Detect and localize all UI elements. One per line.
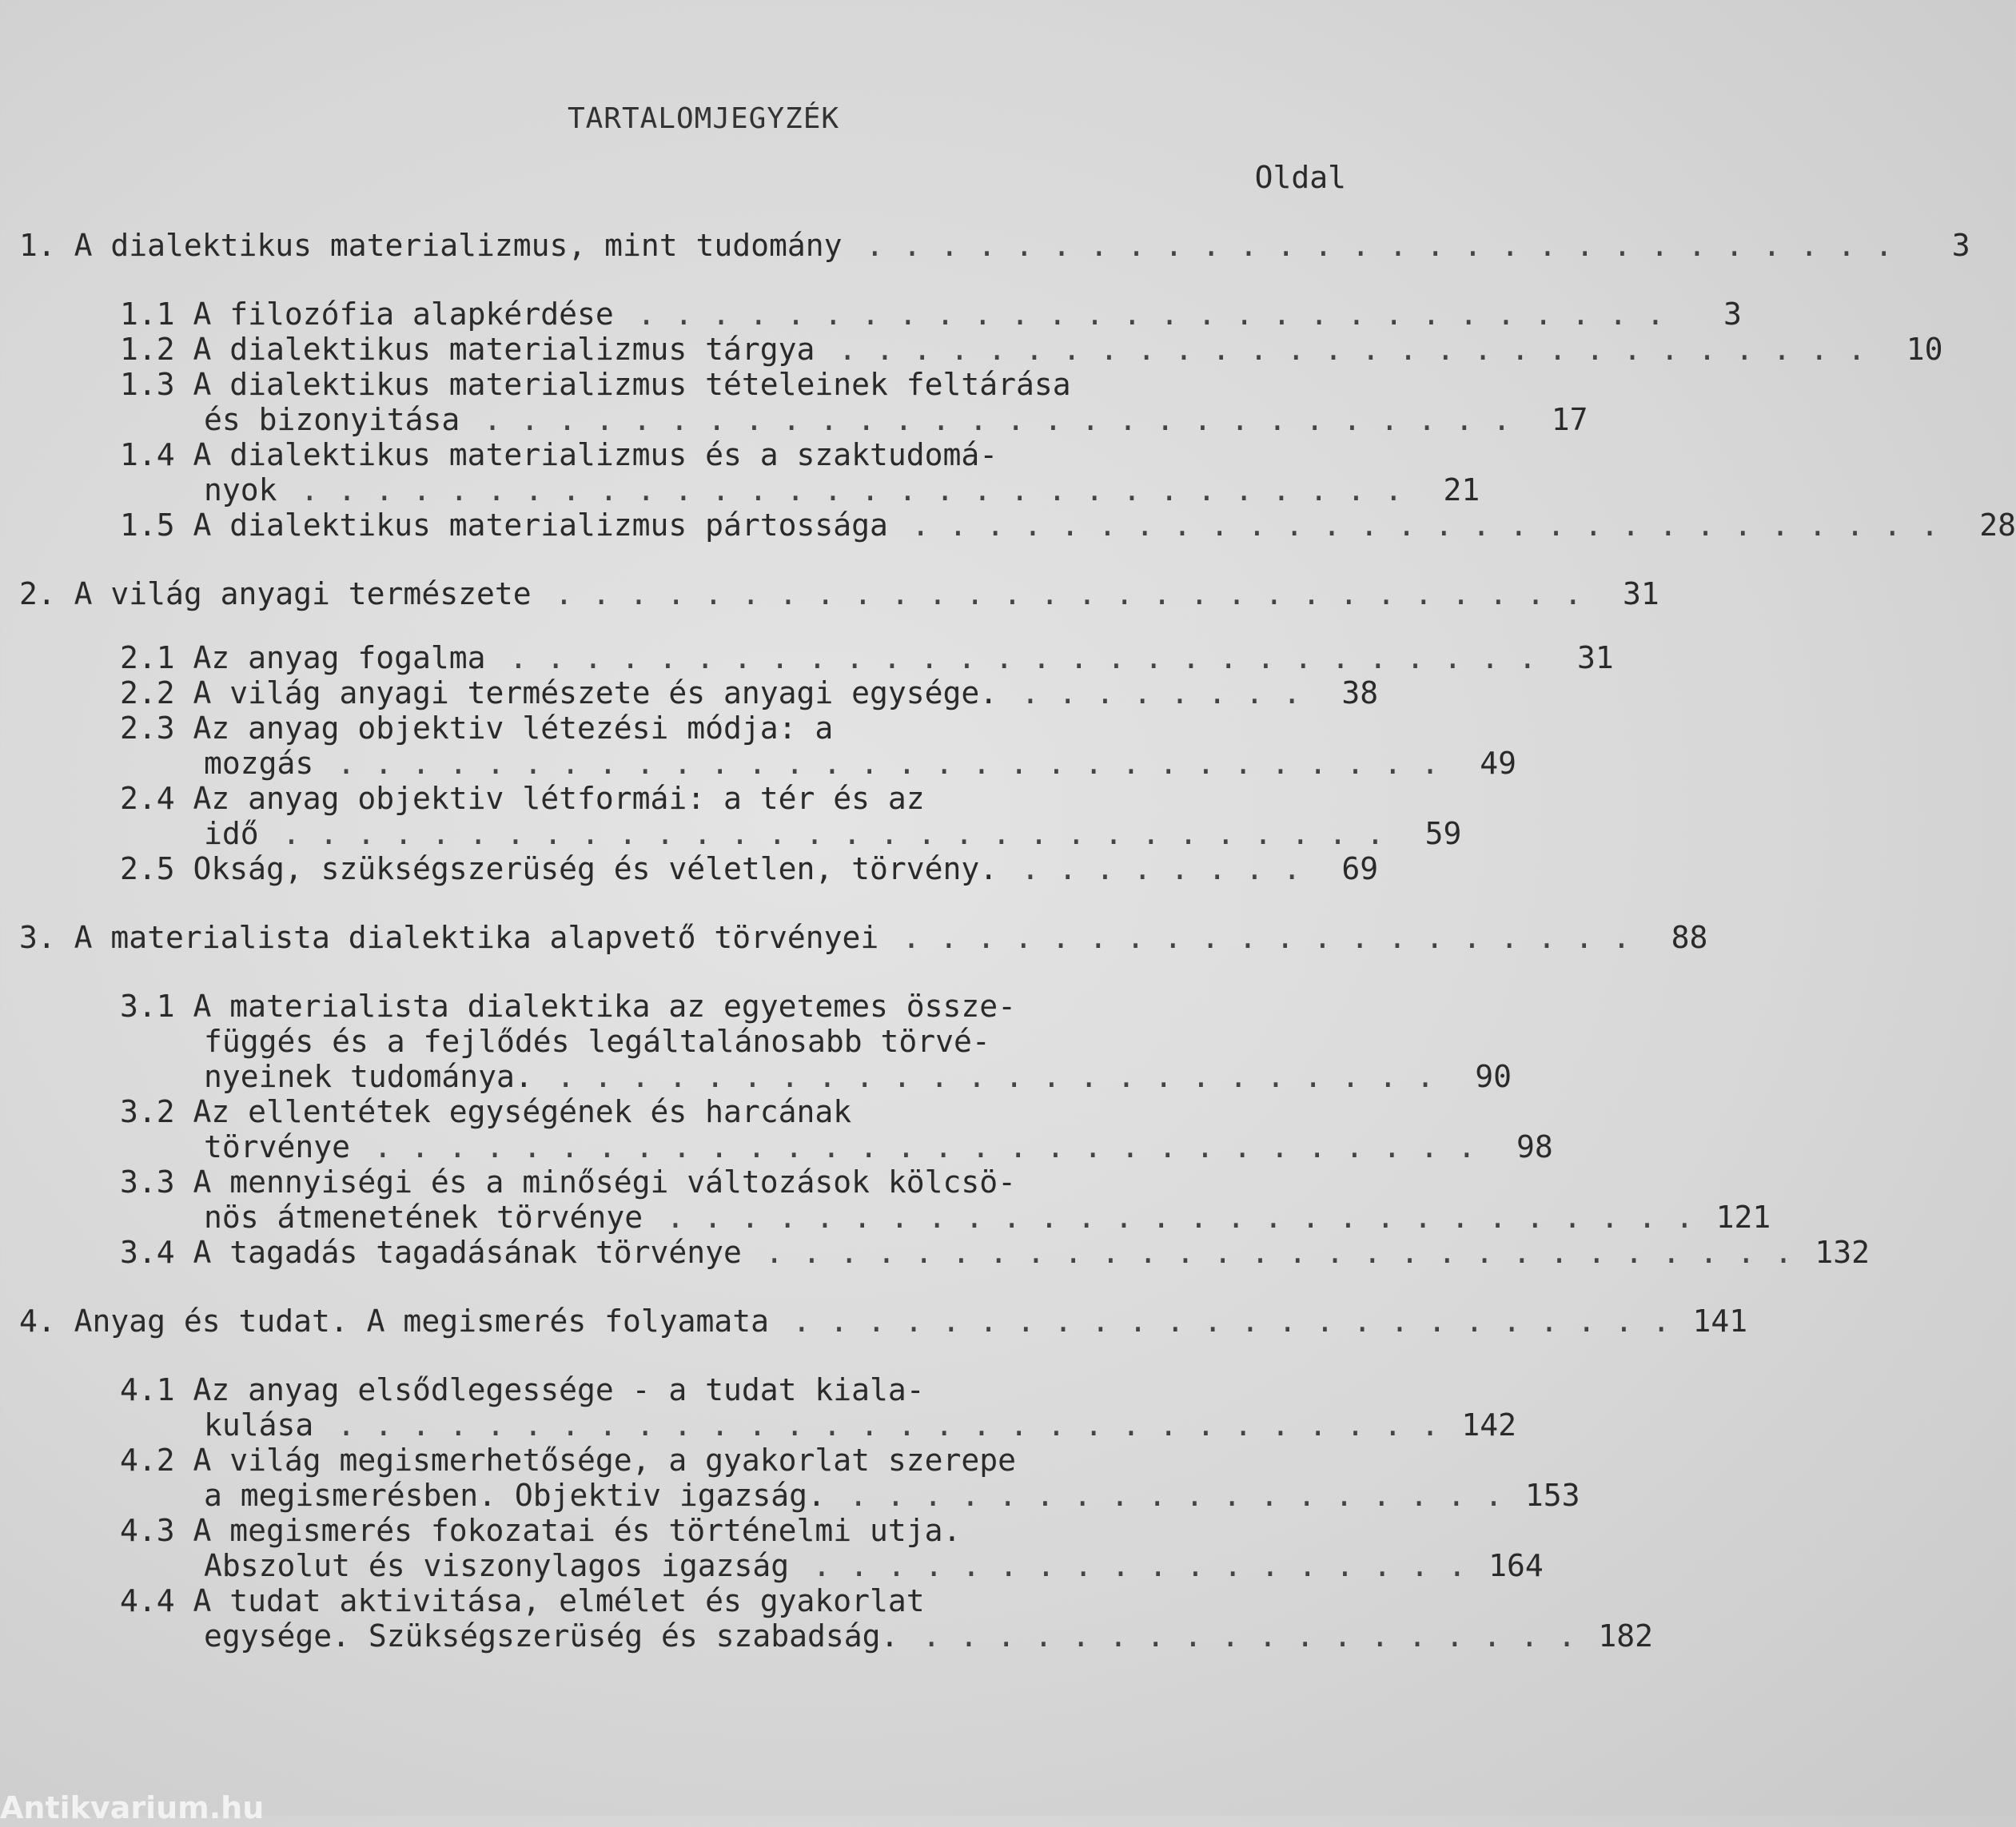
page-number: 21 bbox=[1443, 472, 1480, 508]
toc-entry-1-4: 1.4 A dialektikus materializmus és a szaktudomá- bbox=[120, 437, 998, 472]
toc-entry-1-3-cont: és bizonyitása . . . . . . . . . . . . . . . . . . . . . . . . . . . . 17 bbox=[204, 402, 1588, 437]
toc-entry-2-3-cont: mozgás . . . . . . . . . . . . . . . . . . . . . . . . . . . . . . 49 bbox=[204, 746, 1516, 781]
page-number: 3 bbox=[1723, 297, 1742, 332]
leader-dots: . . . . . . . . . . . . . . . . . . bbox=[903, 1618, 1576, 1654]
toc-entry-3-3-cont: nös átmenetének törvénye . . . . . . . . . . . . . . . . . . . . . . . . . . . . 121 bbox=[204, 1200, 1771, 1235]
toc-entry-2-3: 2.3 Az anyag objektiv létezési módja: a bbox=[120, 710, 834, 746]
page-number: 28 bbox=[1979, 508, 2016, 543]
page-number: 141 bbox=[1692, 1304, 1748, 1339]
leader-dots: . . . . . . . . . . . . . . . . . . . . . . . . . . . . bbox=[647, 1200, 1695, 1235]
leader-dots: . . . . . . . . bbox=[1002, 675, 1302, 710]
toc-entry-4-3: 4.3 A megismerés fokozatai és történelmi utja. bbox=[120, 1513, 962, 1548]
toc-entry-2-1: 2.1 Az anyag fogalma . . . . . . . . . . . . . . . . . . . . . . . . . . . . 31 bbox=[120, 640, 1614, 675]
page-number: 98 bbox=[1516, 1129, 1553, 1164]
page-number: 31 bbox=[1623, 576, 1659, 611]
watermark: Antikvarium.hu bbox=[0, 1790, 265, 1825]
leader-dots: . . . . . . . . . . . . . . . . . . . . . . . . . . . . . . bbox=[318, 746, 1440, 781]
leader-dots: . . . . . . . . . . . . . . . . . . . . . . . . . . . . . . bbox=[355, 1129, 1476, 1164]
page-number: 49 bbox=[1480, 746, 1516, 781]
leader-dots: . . . . . . . . . . . . . . . . . . . . bbox=[883, 920, 1632, 955]
page-number: 10 bbox=[1906, 332, 1943, 367]
leader-dots: . . . . . . . . bbox=[1002, 851, 1302, 886]
toc-entry-4-1-cont: kulása . . . . . . . . . . . . . . . . . . . . . . . . . . . . . . 142 bbox=[204, 1407, 1516, 1443]
toc-entry-2-2: 2.2 A világ anyagi természete és anyagi egysége. . . . . . . . . 38 bbox=[120, 675, 1379, 710]
page-column-label: Oldal bbox=[1254, 160, 1346, 195]
page-number: 38 bbox=[1341, 675, 1379, 710]
toc-entry-2-4-cont: idő . . . . . . . . . . . . . . . . . . . . . . . . . . . . . . 59 bbox=[204, 816, 1462, 851]
toc-entry-chapter-1: 1. A dialektikus materializmus, mint tudomány . . . . . . . . . . . . . . . . . . . . . . . . . . . . 3 bbox=[19, 228, 1970, 263]
toc-entry-1-4-cont: nyok . . . . . . . . . . . . . . . . . . . . . . . . . . . . . . 21 bbox=[204, 472, 1480, 508]
leader-dots: . . . . . . . . . . . . . . . . . . . . . . . . . . . . . . bbox=[281, 472, 1404, 508]
toc-entry-4-3-cont: Abszolut és viszonylagos igazság . . . . . . . . . . . . . . . . . . 164 bbox=[204, 1548, 1544, 1583]
page-number: 164 bbox=[1488, 1548, 1544, 1583]
leader-dots: . . . . . . . . . . . . . . . . . . . . . . . . . . . . . . bbox=[318, 1407, 1440, 1443]
leader-dots: . . . . . . . . . . . . . . . . . . . . . . . . bbox=[537, 1059, 1435, 1094]
leader-dots: . . . . . . . . . . . . . . . . . . . . . . . . . . . . bbox=[490, 640, 1537, 675]
leader-dots: . . . . . . . . . . . . . . . . . . . . . . . . . . . . bbox=[618, 297, 1665, 332]
toc-entry-2-4: 2.4 Az anyag objektiv létformái: a tér és az bbox=[120, 781, 925, 816]
page-number: 59 bbox=[1424, 816, 1462, 851]
page-number: 31 bbox=[1576, 640, 1614, 675]
toc-entry-3-1-cont-2: nyeinek tudománya. . . . . . . . . . . . . . . . . . . . . . . . . 90 bbox=[204, 1059, 1512, 1094]
toc-entry-4-1: 4.1 Az anyag elsődlegessége - a tudat kiala- bbox=[120, 1372, 925, 1407]
toc-entry-1-1: 1.1 A filozófia alapkérdése . . . . . . . . . . . . . . . . . . . . . . . . . . . . 3 bbox=[120, 297, 1742, 332]
leader-dots: . . . . . . . . . . . . . . . . . . . . . . . . . . . . . . bbox=[263, 816, 1385, 851]
toc-entry-chapter-4: 4. Anyag és tudat. A megismerés folyamata . . . . . . . . . . . . . . . . . . . . . . . . 141 bbox=[19, 1304, 1748, 1339]
page-number: 121 bbox=[1715, 1200, 1771, 1235]
leader-dots: . . . . . . . . . . . . . . . . . . . . . . . . . . . . bbox=[746, 1235, 1794, 1270]
page-number: 88 bbox=[1671, 920, 1708, 955]
leader-dots: . . . . . . . . . . . . . . . . . . . . . . . . . . . . bbox=[464, 402, 1512, 437]
toc-entry-3-1: 3.1 A materialista dialektika az egyetemes össze- bbox=[120, 989, 1017, 1024]
toc-entry-3-3: 3.3 A mennyiségi és a minőségi változások kölcsö- bbox=[120, 1164, 1017, 1200]
page-number: 153 bbox=[1524, 1478, 1580, 1513]
toc-entry-3-1-cont: függés és a fejlődés legáltalánosabb törvé- bbox=[204, 1024, 990, 1059]
toc-entry-chapter-3: 3. A materialista dialektika alapvető törvényei . . . . . . . . . . . . . . . . . . . . 88 bbox=[19, 920, 1708, 955]
toc-entry-1-2: 1.2 A dialektikus materializmus tárgya . . . . . . . . . . . . . . . . . . . . . . . . . . . . 10 bbox=[120, 332, 1943, 367]
leader-dots: . . . . . . . . . . . . . . . . . . bbox=[794, 1548, 1467, 1583]
page-number: 90 bbox=[1475, 1059, 1512, 1094]
toc-entry-4-2: 4.2 A világ megismerhetősége, a gyakorlat szerepe bbox=[120, 1443, 1017, 1478]
toc-entry-3-4: 3.4 A tagadás tagadásának törvénye . . . . . . . . . . . . . . . . . . . . . . . . . . . . 132 bbox=[120, 1235, 1871, 1270]
leader-dots: . . . . . . . . . . . . . . . . . . . . . . . . . . . . bbox=[892, 508, 1940, 543]
toc-entry-4-4-cont: egysége. Szükségszerüség és szabadság. . . . . . . . . . . . . . . . . . . 182 bbox=[204, 1618, 1653, 1654]
page-number: 17 bbox=[1551, 402, 1588, 437]
leader-dots: . . . . . . . . . . . . . . . . . . . . . . . . bbox=[774, 1304, 1671, 1339]
leader-dots: . . . . . . . . . . . . . . . . . . . . . . . . . . . . bbox=[819, 332, 1867, 367]
toc-entry-1-3: 1.3 A dialektikus materializmus tételeinek feltárása bbox=[120, 367, 1071, 402]
toc-entry-1-5: 1.5 A dialektikus materializmus pártossága . . . . . . . . . . . . . . . . . . . . . . . . . . . . 28 bbox=[120, 508, 2016, 543]
page-title: TARTALOMJEGYZÉK bbox=[567, 102, 840, 135]
leader-dots: . . . . . . . . . . . . . . . . . . . . . . . . . . . . bbox=[847, 228, 1894, 263]
leader-dots: . . . . . . . . . . . . . . . . . . bbox=[830, 1478, 1504, 1513]
page-number: 182 bbox=[1598, 1618, 1653, 1654]
page-number: 3 bbox=[1951, 228, 1970, 263]
toc-entry-3-2-cont: törvénye . . . . . . . . . . . . . . . . . . . . . . . . . . . . . . 98 bbox=[204, 1129, 1553, 1164]
toc-entry-4-4: 4.4 A tudat aktivitása, elmélet és gyakorlat bbox=[120, 1583, 925, 1618]
leader-dots: . . . . . . . . . . . . . . . . . . . . . . . . . . . . bbox=[536, 576, 1583, 611]
page-number: 132 bbox=[1815, 1235, 1871, 1270]
toc-entry-chapter-2: 2. A világ anyagi természete . . . . . . . . . . . . . . . . . . . . . . . . . . . . 31 bbox=[19, 576, 1659, 611]
page-number: 69 bbox=[1341, 851, 1379, 886]
toc-entry-4-2-cont: a megismerésben. Objektiv igazság. . . . . . . . . . . . . . . . . . . 153 bbox=[204, 1478, 1580, 1513]
page-number: 142 bbox=[1461, 1407, 1516, 1443]
toc-entry-2-5: 2.5 Okság, szükségszerüség és véletlen, törvény. . . . . . . . . 69 bbox=[120, 851, 1379, 886]
toc-entry-3-2: 3.2 Az ellentétek egységének és harcának bbox=[120, 1094, 852, 1129]
